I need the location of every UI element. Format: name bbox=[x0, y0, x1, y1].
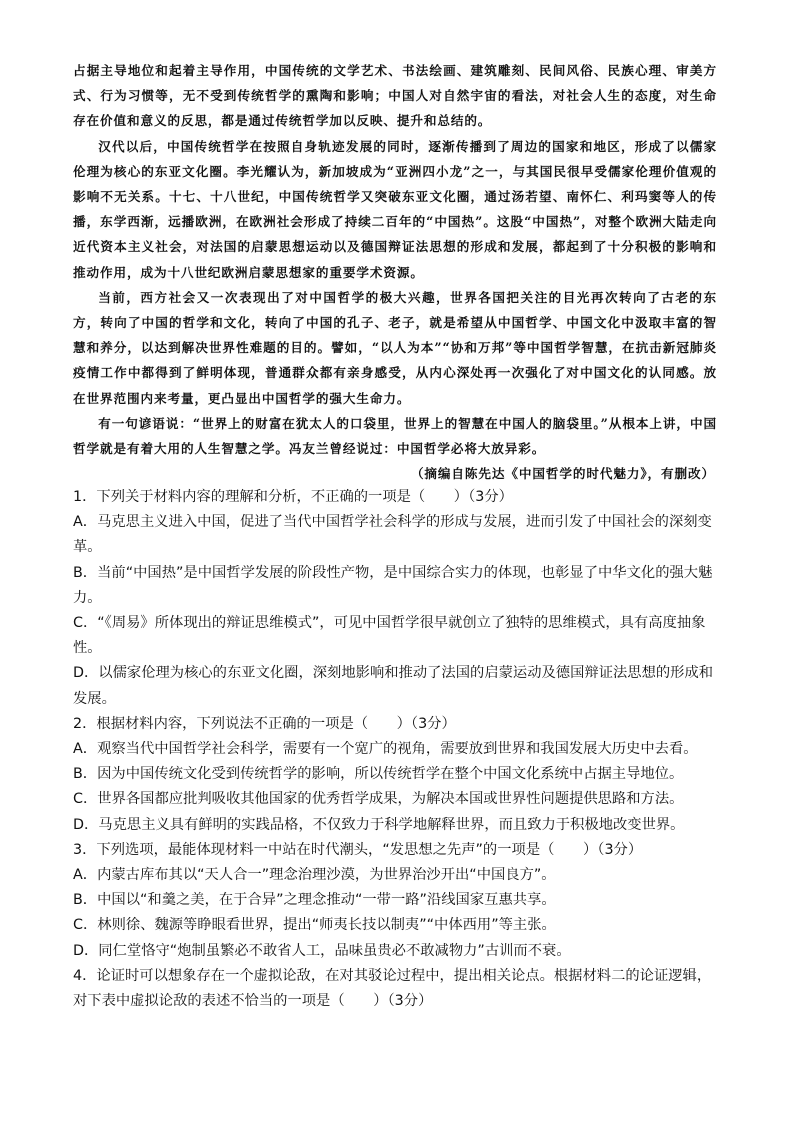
question-stem: 4．论证时可以想象存在一个虚拟论敌，在对其驳论过程中，提出相关论点。根据材料二的论证逻辑，对下表中虚拟论敌的表述不恰当的一项是（ ）（3分） bbox=[73, 967, 712, 1010]
question-1-option-d: D．以儒家伦理为核心的东亚文化圈，深刻地影响和推动了法国的启蒙运动及德国辩证法思想的形成和发展。 bbox=[73, 665, 714, 707]
question-stem: 3．下列选项，最能体现材料一中站在时代潮头，“发思想之先声”的一项是（ ）（3分） bbox=[73, 841, 643, 858]
question-2-option-a: A．观察当代中国哲学社会科学，需要有一个宽广的视角，需要放到世界和我国发展大历史中去看。 bbox=[73, 741, 698, 758]
question-3-option-d: D．同仁堂恪守“炮制虽繁必不敢省人工，品味虽贵必不敢减物力”古训而不衰。 bbox=[73, 942, 571, 959]
question-3 bbox=[73, 838, 717, 964]
passage-paragraph-2: 汉代以后，中国传统哲学在按照自身轨迹发展的同时，逐渐传播到了周边的国家和地区，形成了以儒家伦理为核心的东亚文化圈。李光耀认为，新加坡成为“亚洲四小龙”之一，与其国民很早受儒家伦理价值观的影响不无关系。十七、十八世纪，中国传统哲学又突破东亚文化圈，通过汤若望、南怀仁、利玛窦等人的传播，东学西渐，远播欧洲，在欧洲社会形成了持续二百年的“中国热”。这股“中国热”，对整个欧洲大陆走向近代资本主义社会，对法国的启蒙思想运动以及德国辩证法思想的形成和发展，都起到了十分积极的影响和推动作用，成为十八世纪欧洲启蒙思想家的重要学术资源。 bbox=[73, 138, 717, 280]
question-4 bbox=[73, 964, 717, 1014]
question-1-option-c: C．“《周易》所体现出的辩证思维模式”，可见中国哲学很早就创立了独特的思维模式，具有高度抽象性。 bbox=[73, 615, 706, 657]
question-3-option-b: B．中国以“和羹之美，在于合异”之理念推动“一带一路”沿线国家互惠共享。 bbox=[73, 892, 556, 909]
question-stem: 2．根据材料内容，下列说法不正确的一项是（ ）（3分） bbox=[73, 715, 456, 732]
passage-paragraph-1: 占据主导地位和起着主导作用，中国传统的文学艺术、书法绘画、建筑雕刻、民间风俗、民族心理、审美方式、行为习惯等，无不受到传统哲学的熏陶和影响；中国人对自然宇宙的看法，对社会人生的态度，对生命存在价值和意义的反思，都是通过传统哲学加以反映、提升和总结的。 bbox=[73, 63, 717, 129]
question-2-option-b: B．因为中国传统文化受到传统哲学的影响，所以传统哲学在整个中国文化系统中占据主导地位。 bbox=[73, 766, 684, 783]
question-2-option-d: D．马克思主义具有鲜明的实践品格，不仅致力于科学地解释世界，而且致力于积极地改变世界。 bbox=[73, 816, 685, 833]
passage-paragraph-4: 有一句谚语说：“世界上的财富在犹太人的口袋里，世界上的智慧在中国人的脑袋里。”从根本上讲，中国哲学就是有着大用的人生智慧之学。冯友兰曾经说过：中国哲学必将大放异彩。 bbox=[73, 415, 717, 457]
question-2-option-c: C．世界各国都应批判吸收其他国家的优秀哲学成果，为解决本国或世界性问题提供思路和方法。 bbox=[73, 791, 684, 808]
question-1-option-b: B．当前“中国热”是中国哲学发展的阶段性产物，是中国综合实力的体现，也彰显了中华文化的强大魅力。 bbox=[73, 564, 713, 606]
reading-passage bbox=[73, 58, 717, 486]
passage-source: （摘编自陈先达《中国哲学的时代魅力》，有删改） bbox=[410, 466, 715, 482]
question-3-option-c: C．林则徐、魏源等睁眼看世界，提出“师夷长技以制夷”“中体西用”等主张。 bbox=[73, 917, 556, 934]
question-stem: 1．下列关于材料内容的理解和分析，不正确的一项是（ ）（3分） bbox=[73, 489, 513, 505]
question-1-option-a: A．马克思主义进入中国，促进了当代中国哲学社会科学的形成与发展，进而引发了中国社会的深刻变革。 bbox=[73, 514, 712, 556]
question-list bbox=[73, 485, 717, 1014]
question-1 bbox=[73, 485, 717, 712]
question-2 bbox=[73, 712, 717, 838]
question-3-option-a: A．内蒙古库布其以“天人合一”理念治理沙漠，为世界治沙开出“中国良方”。 bbox=[73, 867, 556, 884]
passage-paragraph-3: 当前，西方社会又一次表现出了对中国哲学的极大兴趣，世界各国把关注的目光再次转向了古老的东方，转向了中国的哲学和文化，转向了中国的孔子、老子，就是希望从中国哲学、中国文化中汲取丰富的智慧和养分，以达到解决世界性难题的目的。譬如，“以人为本”“协和万邦”等中国哲学智慧，在抗击新冠肺炎疫情工作中都得到了鲜明体现，普通群众都有亲身感受，从内心深处再一次强化了对中国文化的认同感。放在世界范围内来考量，更凸显出中国哲学的强大生命力。 bbox=[73, 289, 717, 406]
